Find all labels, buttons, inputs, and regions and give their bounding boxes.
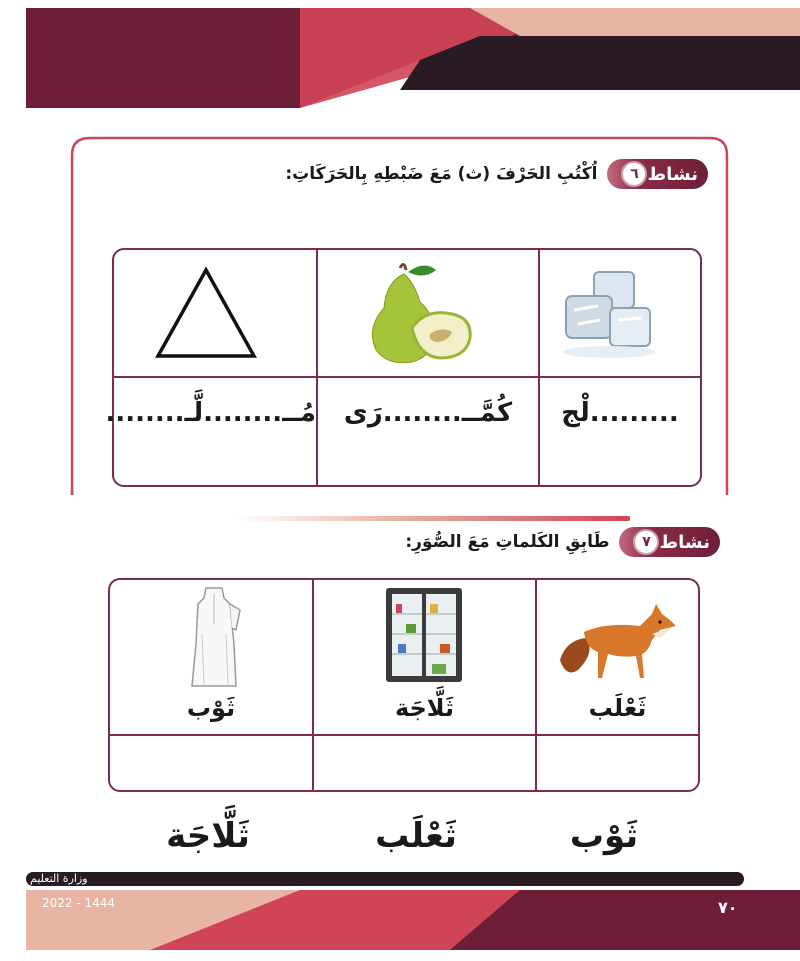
wordbank-fox: ثَعْلَب (375, 816, 457, 856)
ministry-label: وزارة التعليم (30, 872, 88, 885)
word-ice: .........لْج (561, 398, 679, 428)
wordbank-refrigerator: ثَلَّاجَة (166, 816, 250, 856)
label-refrigerator: ثَلَّاجَة (394, 694, 455, 722)
activity-badge-label: نشاط (659, 531, 710, 553)
activity-badge-label: نشاط (647, 163, 698, 185)
activity6-instruction: اُكْتُبِ الحَرْفَ (ث) مَعَ ضَبْطِهِ بِالحَرَكَاتِ: (285, 164, 598, 184)
label-thobe: ثَوْب (186, 694, 236, 722)
word-triangle: مُــ........لَّـ........ (105, 398, 316, 428)
label-fox: ثَعْلَب (588, 694, 647, 722)
year-label: 2022 - 1444 (42, 896, 116, 910)
wordbank-thobe: ثَوْب (569, 816, 639, 856)
activity-number: ٦ (621, 161, 647, 187)
activity7-instruction: طَابِقِ الكَلماتِ مَعَ الصُّوَرِ: (405, 532, 610, 552)
page-number: ٧٠ (718, 898, 738, 917)
word-pear: كُمَّــ........رَى (343, 398, 513, 428)
activity-number: ٧ (633, 529, 659, 555)
